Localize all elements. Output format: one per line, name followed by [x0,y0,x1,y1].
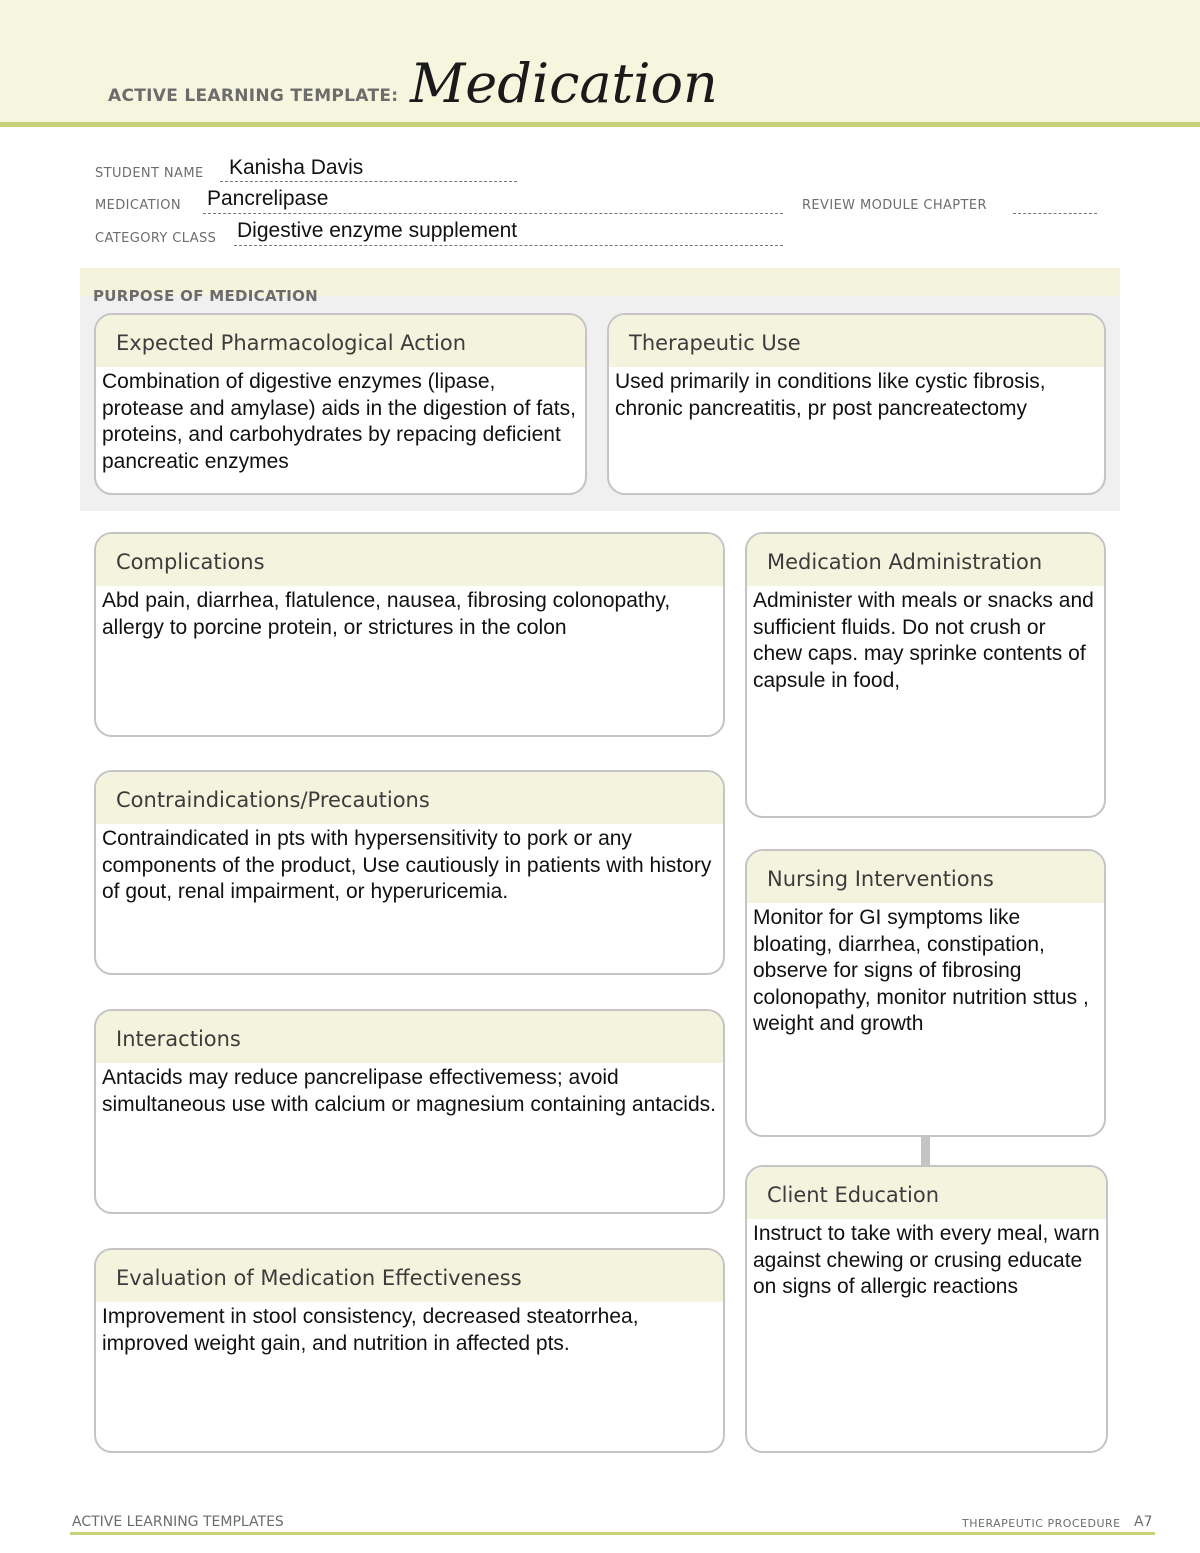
review-module-label: REVIEW MODULE CHAPTER [802,198,987,213]
student-name-field[interactable]: Kanisha Davis [229,156,364,179]
administration-title: Medication Administration [747,534,1104,586]
contraindications-text[interactable]: Contraindicated in pts with hypersensitivity to pork or any components of the product, Use cautiously in patients with history of gout, renal impairment, or hyperuricemia. [102,827,712,903]
nursing-interventions-title: Nursing Interventions [747,851,1104,903]
category-class-label: CATEGORY CLASS [95,231,217,246]
footer-title: ACTIVE LEARNING TEMPLATES [72,1514,284,1530]
medication-line [203,213,783,214]
interactions-text[interactable]: Antacids may reduce pancrelipase effectivemess; avoid simultaneous use with calcium or magnesium containing antacids. [102,1066,716,1116]
purpose-heading: PURPOSE OF MEDICATION [93,287,319,305]
complications-title: Complications [96,534,723,586]
category-class-line [234,245,783,246]
footer-section: THERAPEUTIC PROCEDURE [962,1517,1121,1530]
student-name-line [220,181,517,182]
evaluation-text[interactable]: Improvement in stool consistency, decreased steatorrhea, improved weight gain, and nutrition in affected pts. [102,1305,639,1355]
template-prefix: ACTIVE LEARNING TEMPLATE: [108,86,399,106]
interactions-title: Interactions [96,1011,723,1063]
nursing-interventions-text[interactable]: Monitor for GI symptoms like bloating, diarrhea, constipation, observe for signs of fibrosing colonopathy, monitor nutrition sttus , weight and growth [753,906,1089,1035]
template-title: Medication [410,52,718,115]
administration-text[interactable]: Administer with meals or snacks and sufficient fluids. Do not crush or chew caps. may sprinke contents of capsule in food, [753,589,1094,692]
box-connector [921,1136,930,1166]
administration-box [745,532,1106,818]
therapeutic-use-text[interactable]: Used primarily in conditions like cystic fibrosis, chronic pancreatitis, pr post pancreatectomy [615,370,1046,420]
interactions-box [94,1009,725,1214]
student-name-label: STUDENT NAME [95,166,204,181]
client-education-title: Client Education [747,1167,1106,1219]
footer-rule [70,1532,1155,1535]
expected-action-title: Expected Pharmacological Action [96,315,585,367]
review-module-line [1013,213,1097,214]
contraindications-box [94,770,725,975]
therapeutic-use-box [607,313,1106,495]
complications-text[interactable]: Abd pain, diarrhea, flatulence, nausea, fibrosing colonopathy, allergy to porcine protein, or strictures in the colon [102,589,671,639]
footer-page-number: A7 [1134,1514,1153,1530]
nursing-interventions-box [745,849,1106,1137]
client-education-box [745,1165,1108,1453]
therapeutic-use-title: Therapeutic Use [609,315,1104,367]
contraindications-title: Contraindications/Precautions [96,772,723,824]
client-education-text[interactable]: Instruct to take with every meal, warn against chewing or crusing educate on signs of allergic reactions [753,1222,1100,1298]
medication-field[interactable]: Pancrelipase [207,187,329,210]
expected-action-text[interactable]: Combination of digestive enzymes (lipase, protease and amylase) aids in the digestion of fats, proteins, and carbohydrates by repacing deficient pancreatic enzymes [102,370,576,473]
complications-box [94,532,725,737]
evaluation-title: Evaluation of Medication Effectiveness [96,1250,723,1302]
evaluation-box [94,1248,725,1453]
expected-action-box [94,313,587,495]
header-rule [0,122,1200,127]
category-class-field[interactable]: Digestive enzyme supplement [237,219,518,242]
medication-label: MEDICATION [95,198,181,213]
